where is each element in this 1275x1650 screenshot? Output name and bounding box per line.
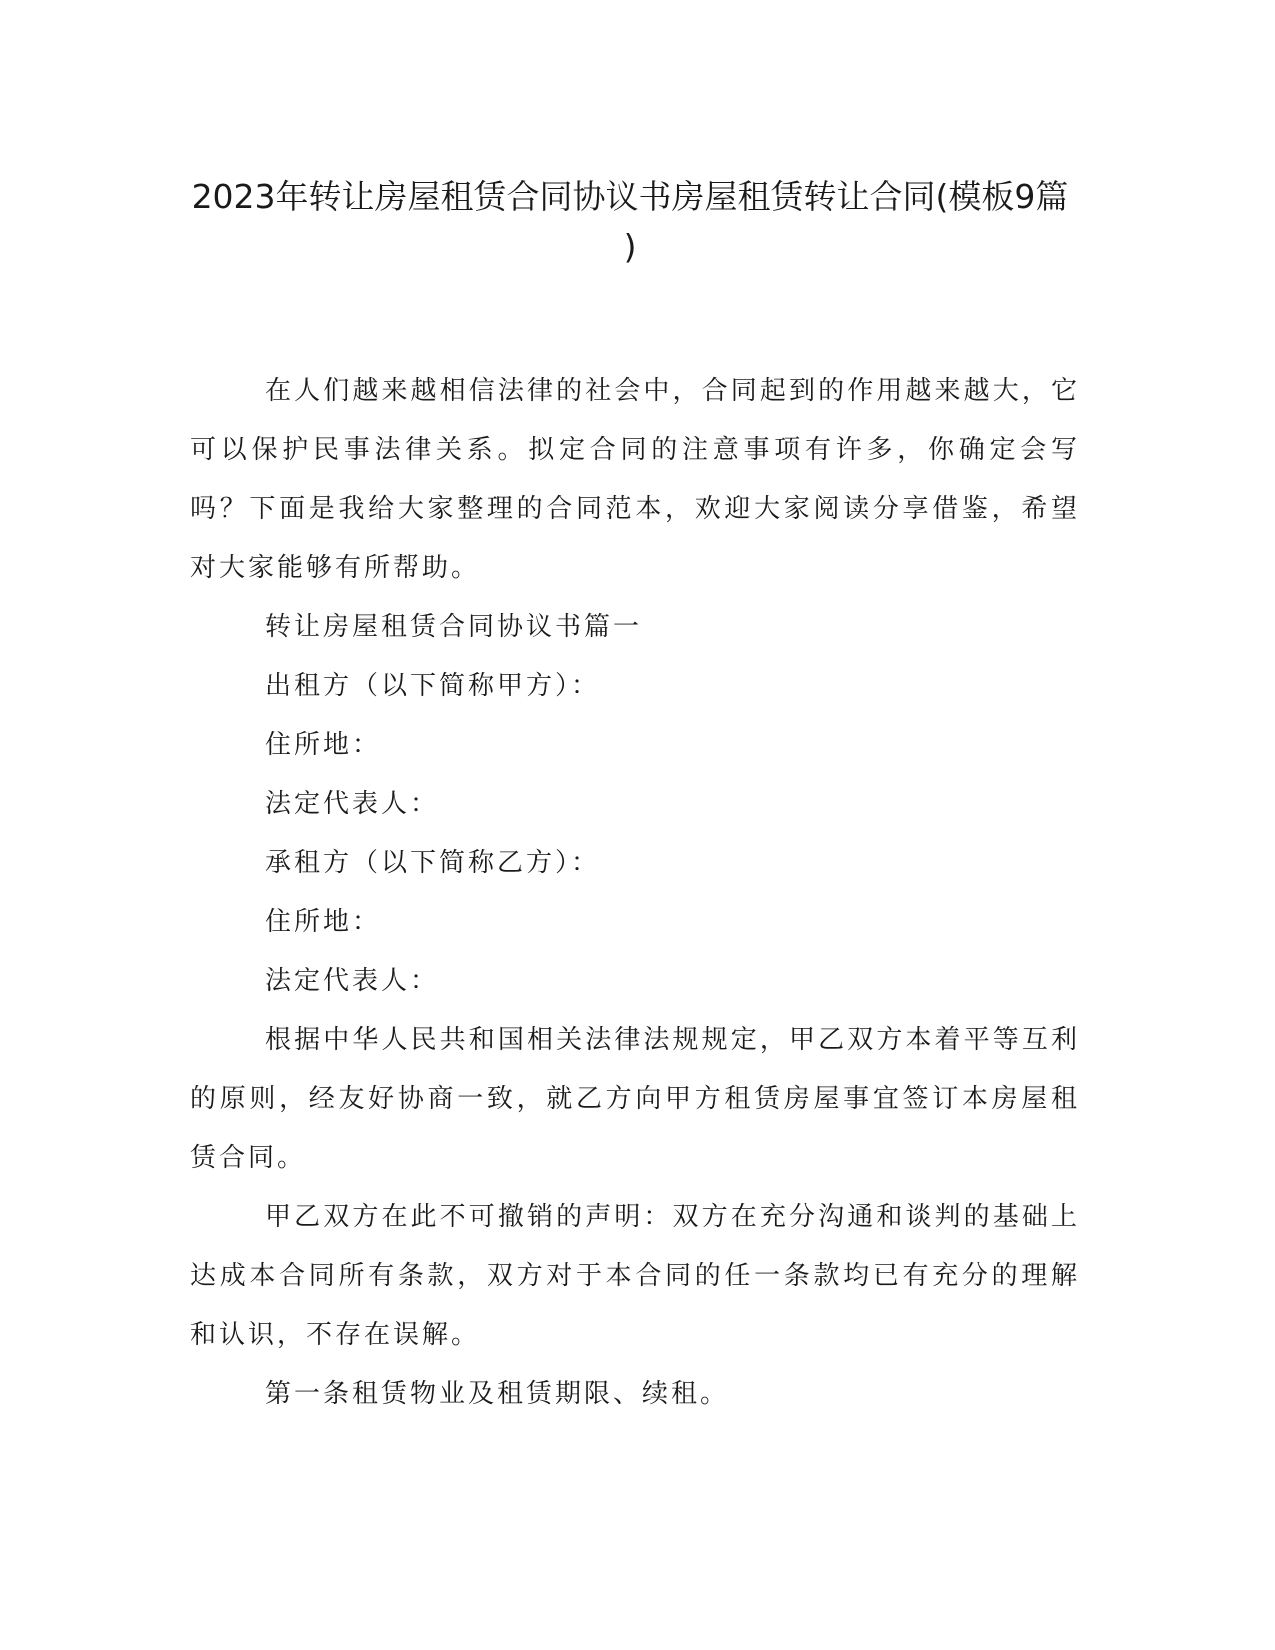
title-line-1: 2023年转让房屋租赁合同协议书房屋租赁转让合同(模板9篇 (191, 177, 1069, 216)
lessee-line: 承租方（以下简称乙方）： (265, 848, 601, 878)
lessee-address-line: 住所地： (265, 907, 382, 937)
basis-paragraph: 根据中华人民共和国相关法律法规规定，甲乙双方本着平等互利的原则，经友好协商一致，就乙方向甲方租赁房屋事宜签订本房屋租赁合同。 (190, 1025, 1080, 1173)
section-heading: 转让房屋租赁合同协议书篇一 (265, 612, 643, 642)
document-body (190, 362, 1080, 1424)
intro-paragraph: 在人们越来越相信法律的社会中，合同起到的作用越来越大，它可以保护民事法律关系。拟定合同的注意事项有许多，你确定会写吗？下面是我给大家整理的合同范本，欢迎大家阅读分享借鉴，希望对大家能够有所帮助。 (190, 376, 1080, 583)
document-title (180, 172, 1080, 272)
lessor-line: 出租方（以下简称甲方）： (265, 671, 601, 701)
lessor-representative-line: 法定代表人： (265, 789, 440, 819)
lessor-address-line: 住所地： (265, 730, 382, 760)
article-one-heading: 第一条租赁物业及租赁期限、续租。 (265, 1379, 730, 1409)
declaration-paragraph: 甲乙双方在此不可撤销的声明：双方在充分沟通和谈判的基础上达成本合同所有条款，双方对于本合同的任一条款均已有充分的理解和认识，不存在误解。 (190, 1202, 1080, 1350)
lessee-representative-line: 法定代表人： (265, 966, 440, 996)
title-line-2: ) (623, 227, 637, 266)
